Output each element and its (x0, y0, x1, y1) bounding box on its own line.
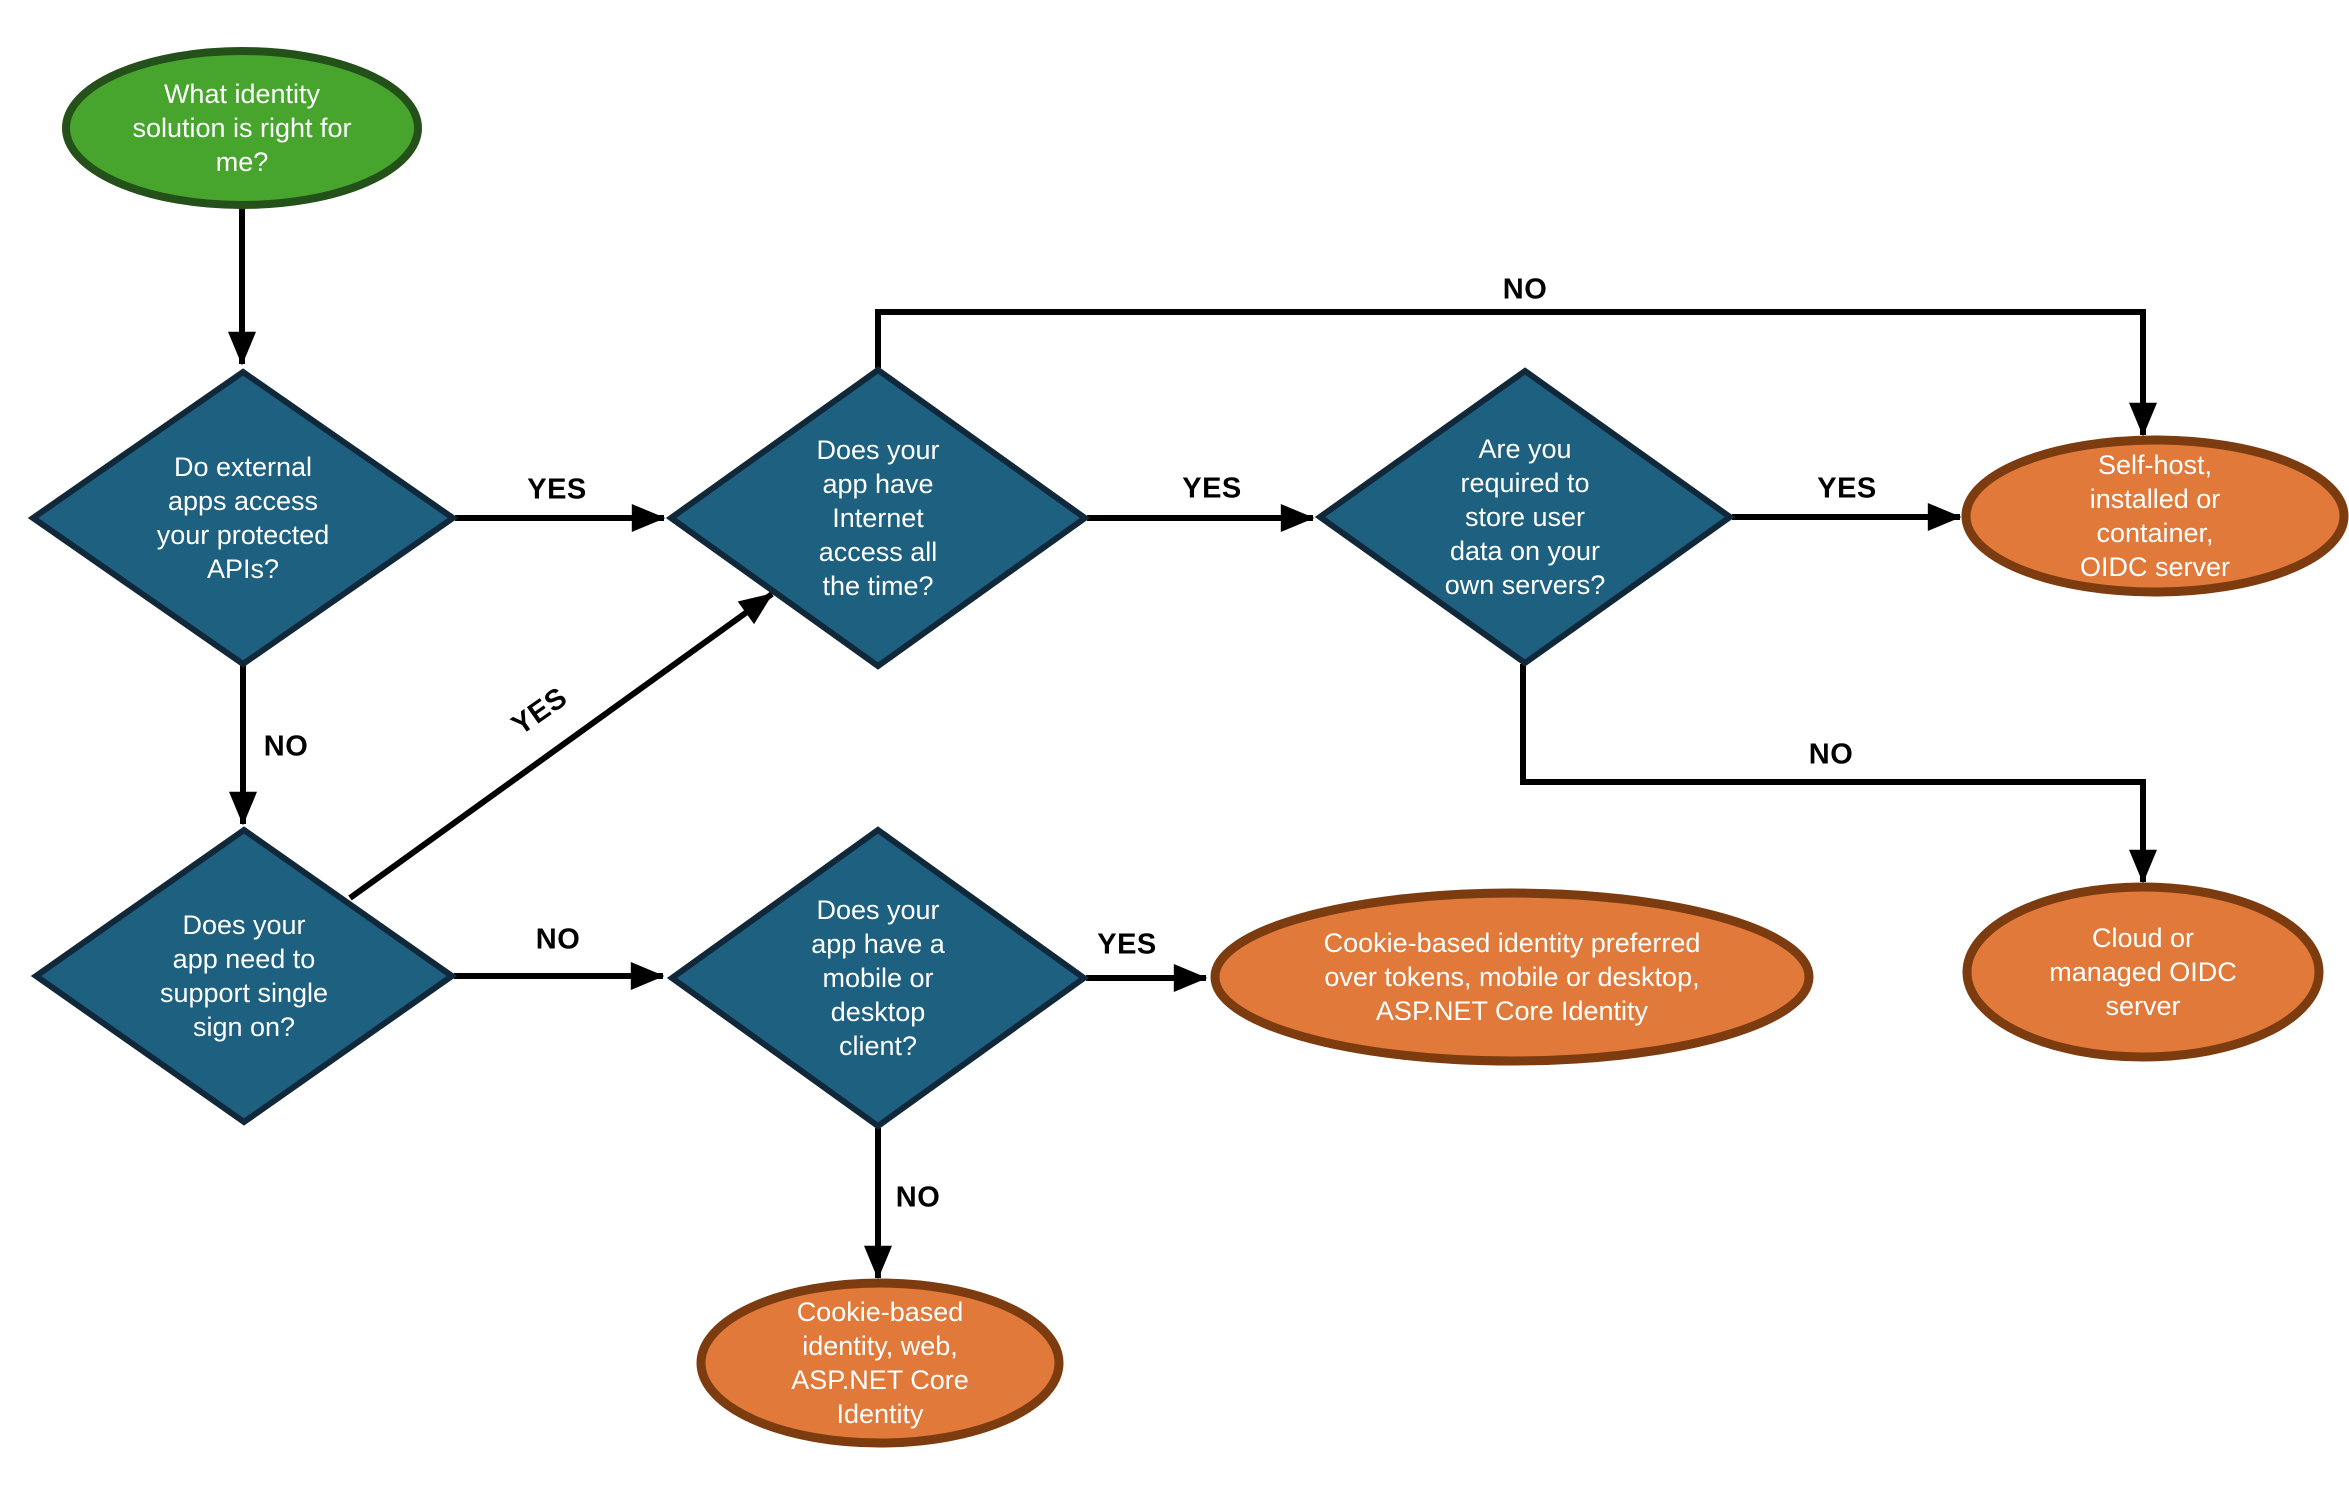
node-label-store-user-data: Are you required to store user data on your own servers? (1444, 433, 1606, 601)
node-label-external-apis: Do external apps access your protected APIs? (156, 451, 330, 585)
node-label-cookie-mobile: Cookie-based identity preferred over tokens, mobile or desktop, ASP.NET Core Identity (1323, 927, 1701, 1027)
node-label-cookie-web: Cookie-based identity, web, ASP.NET Core Identity (791, 1296, 969, 1430)
edge-label-store-user-data-no: NO (1808, 738, 1854, 771)
edge-label-internet-access-yes: YES (1182, 472, 1242, 505)
node-label-mobile-desktop: Does your app have a mobile or desktop client? (811, 894, 945, 1062)
node-label-single-sign-on: Does your app need to support single sign on? (159, 909, 329, 1043)
node-label-cloud-managed: Cloud or managed OIDC server (2049, 922, 2237, 1022)
node-label-start: What identity solution is right for me? (132, 78, 352, 178)
edge-store-user-data-no (1523, 664, 2143, 882)
edge-label-mobile-desktop-yes: YES (1097, 928, 1157, 961)
edge-label-mobile-desktop-no: NO (895, 1181, 941, 1214)
edge-label-external-apis-no: NO (263, 730, 309, 763)
edge-label-external-apis-yes: YES (527, 473, 587, 506)
node-label-internet-access: Does your app have Internet access all the time? (816, 434, 940, 602)
edge-label-single-sign-on-yes: YES (506, 681, 574, 742)
edge-label-store-user-data-yes: YES (1817, 472, 1877, 505)
edge-single-sign-on-yes (350, 594, 772, 898)
node-label-self-host: Self-host, installed or container, OIDC server (2079, 449, 2231, 583)
edge-label-single-sign-on-no: NO (535, 923, 581, 956)
edge-label-internet-access-no: NO (1502, 273, 1548, 306)
